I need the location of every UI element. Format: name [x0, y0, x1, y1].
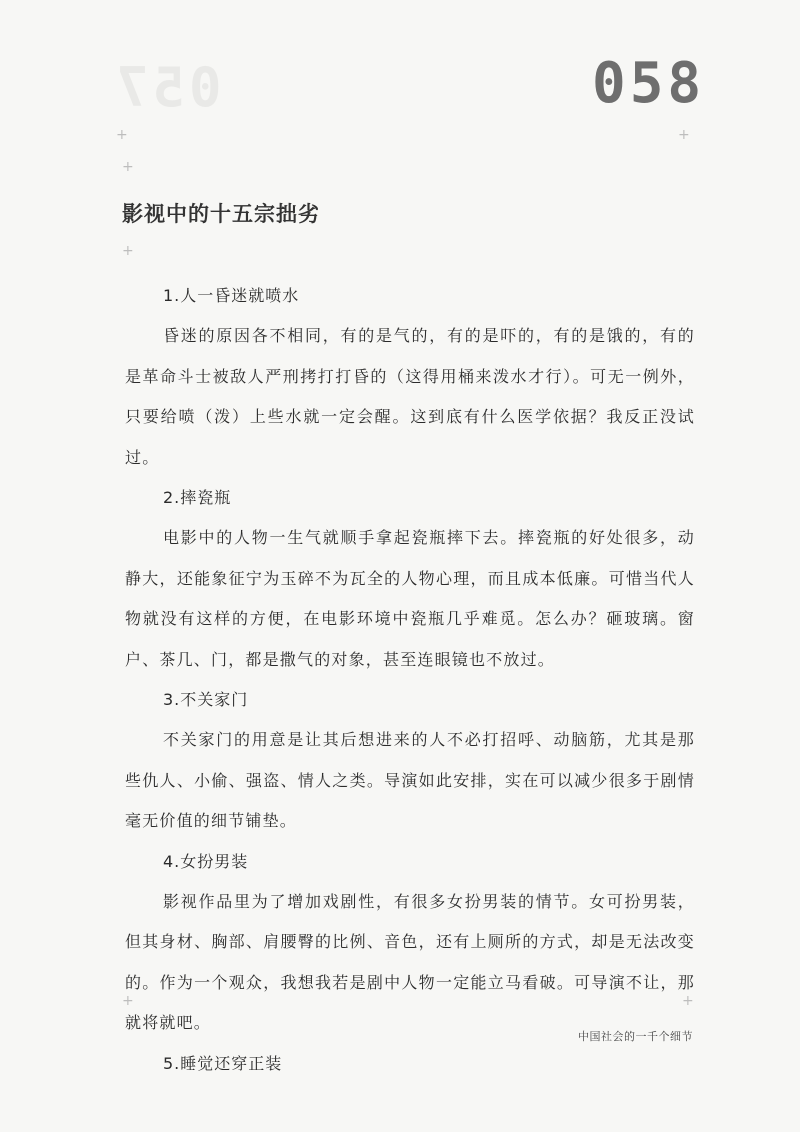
section-heading: 5.睡觉还穿正装: [163, 1053, 283, 1073]
crop-mark: +: [682, 993, 694, 1009]
section-heading: 2.摔瓷瓶: [163, 488, 232, 507]
section-paragraph: 不关家门的用意是让其后想进来的人不必打招呼、动脑筋，尤其是那些仇人、小偷、强盗、情人之类。导演如此安排，实在可以减少很多于剧情毫无价值的细节铺垫。: [125, 730, 695, 830]
crop-mark: +: [122, 993, 134, 1009]
section-paragraph: 昏迷的原因各不相同，有的是气的，有的是吓的，有的是饿的，有的是革命斗士被敌人严刑拷打打昏的（这得用桶来泼水才行）。可无一例外，只要给喷（泼）上些水就一定会醒。这到底有什么医学依据？我反正没试过。: [125, 326, 695, 467]
section-heading: 3.不关家门: [163, 690, 249, 709]
page-number: 058: [592, 51, 706, 116]
article-body: [125, 276, 695, 1084]
section-paragraph: 影视作品里为了增加戏剧性，有很多女扮男装的情节。女可扮男装，但其身材、胸部、肩腰臀的比例、音色，还有上厕所的方式，却是无法改变的。作为一个观众，我想我若是剧中人物一定能立马看破。可导演不让，那就将就吧。: [125, 891, 695, 1032]
crop-mark: +: [116, 127, 128, 143]
section-heading: 4.女扮男装: [163, 851, 249, 871]
page-title: 影视中的十五宗拙劣: [122, 202, 320, 226]
ghost-page-number: 057: [112, 56, 222, 119]
section-heading: 1.人一昏迷就喷水: [163, 286, 300, 305]
crop-mark: +: [122, 243, 134, 259]
crop-mark: +: [678, 127, 690, 143]
crop-mark: +: [122, 159, 134, 175]
section-paragraph: 电影中的人物一生气就顺手拿起瓷瓶摔下去。摔瓷瓶的好处很多，动静大，还能象征宁为玉碎不为瓦全的人物心理，而且成本低廉。可惜当代人物就没有这样的方便，在电影环境中瓷瓶几乎难觅。怎么办？砸玻璃。窗户、茶几、门，都是撒气的对象，甚至连眼镜也不放过。: [125, 528, 695, 669]
running-footer: 中国社会的一千个细节: [578, 1030, 693, 1043]
